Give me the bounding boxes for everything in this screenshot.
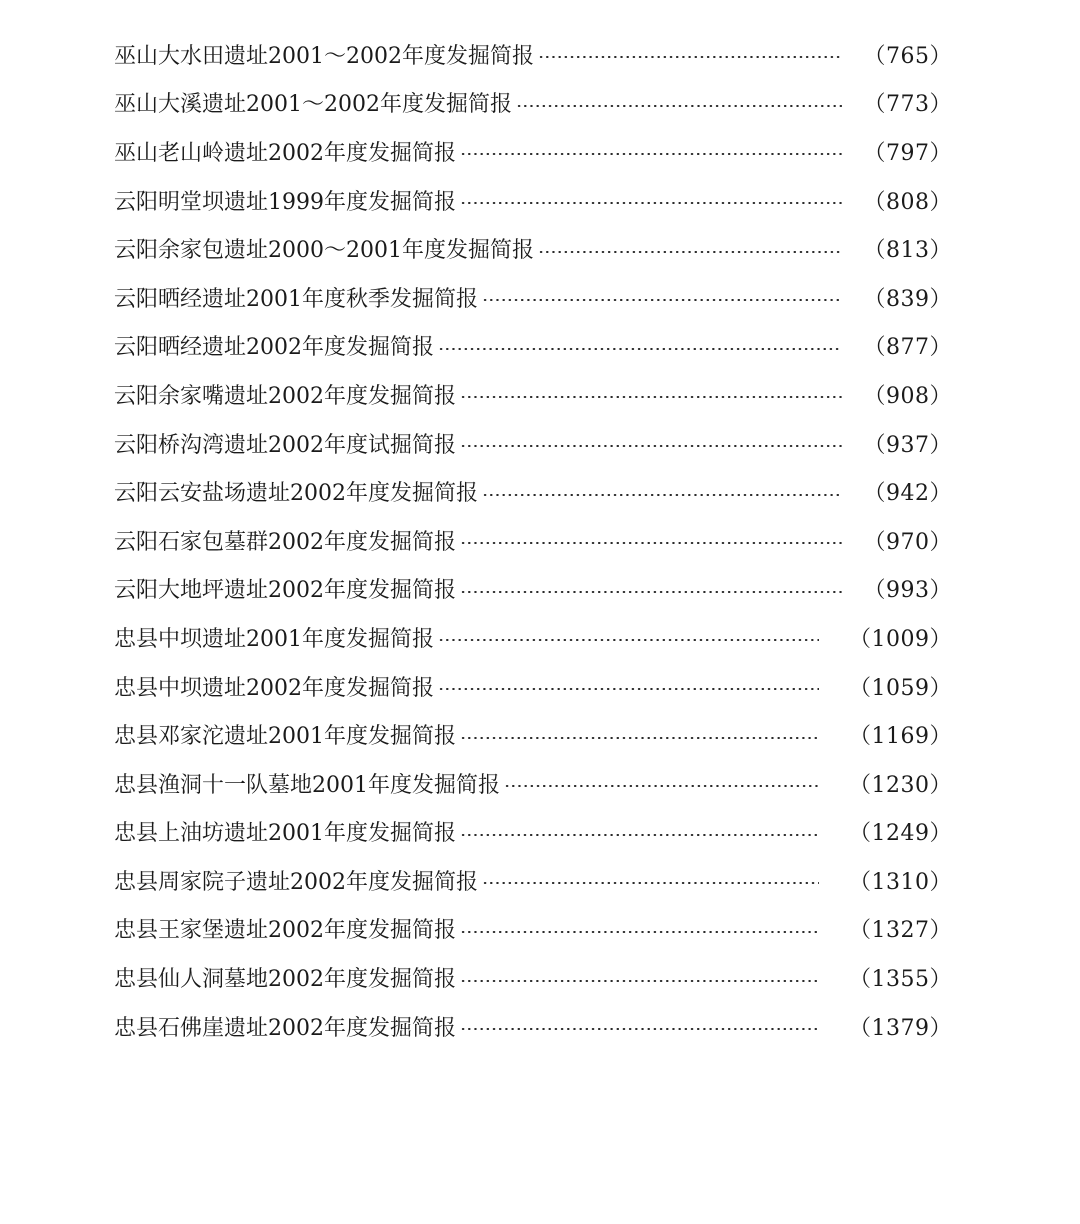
toc-entry[interactable] [114,224,952,273]
toc-entry[interactable] [114,565,952,614]
toc-entry-title: 云阳晒经遗址2002年度发掘简报 [114,335,434,361]
toc-entry-title: 云阳桥沟湾遗址2002年度试掘简报 [114,432,456,458]
toc-entry-page: （877） [863,335,952,361]
toc-entry[interactable] [114,79,952,128]
toc-entry-title: 云阳晒经遗址2001年度秋季发掘简报 [114,286,478,312]
dot-leader [538,251,842,253]
toc-entry-title: 巫山大溪遗址2001～2002年度发掘简报 [114,92,512,118]
toc-entry-page: （1230） [849,772,952,798]
toc-entry[interactable] [114,322,952,371]
dot-leader [460,737,819,739]
dot-leader [460,396,842,398]
toc-entry-page: （1009） [849,626,952,652]
toc-entry[interactable] [114,516,952,565]
dot-leader [460,591,842,593]
dot-leader [460,1028,819,1030]
toc-entry[interactable] [114,856,952,905]
dot-leader [482,494,842,496]
dot-leader [438,688,819,690]
dot-leader [460,202,842,204]
dot-leader [438,639,819,641]
dot-leader [460,980,819,982]
toc-entry-title: 忠县中坝遗址2001年度发掘简报 [114,626,434,652]
toc-entry-page: （937） [863,432,952,458]
toc-entry[interactable] [114,370,952,419]
toc-entry-page: （813） [863,238,952,264]
toc-entry-page: （797） [863,140,952,166]
toc-entry-page: （993） [863,578,952,604]
toc-entry-title: 忠县中坝遗址2002年度发掘简报 [114,675,434,701]
toc-entry-page: （839） [863,286,952,312]
toc-entry-title: 云阳石家包墓群2002年度发掘简报 [114,529,456,555]
dot-leader [460,834,819,836]
dot-leader [460,153,842,155]
toc-entry-title: 忠县上油坊遗址2001年度发掘简报 [114,821,456,847]
table-of-contents [114,30,952,1050]
toc-entry[interactable] [114,759,952,808]
toc-entry-page: （908） [863,383,952,409]
toc-entry-title: 巫山大水田遗址2001～2002年度发掘简报 [114,43,534,69]
toc-entry[interactable] [114,176,952,225]
toc-entry-title: 云阳明堂坝遗址1999年度发掘简报 [114,189,456,215]
toc-entry-title: 忠县王家堡遗址2002年度发掘简报 [114,918,456,944]
toc-entry[interactable] [114,273,952,322]
toc-entry[interactable] [114,467,952,516]
dot-leader [460,542,842,544]
toc-entry[interactable] [114,662,952,711]
toc-entry-page: （970） [863,529,952,555]
dot-leader [482,299,842,301]
dot-leader [538,56,842,58]
toc-entry-page: （808） [863,189,952,215]
toc-entry-page: （1327） [849,918,952,944]
toc-entry-page: （942） [863,481,952,507]
toc-entry[interactable] [114,710,952,759]
toc-entry-page: （1310） [849,869,952,895]
toc-entry-page: （765） [863,43,952,69]
toc-entry-title: 云阳大地坪遗址2002年度发掘简报 [114,578,456,604]
dot-leader [482,882,819,884]
toc-entry-title: 忠县渔洞十一队墓地2001年度发掘简报 [114,772,500,798]
toc-entry[interactable] [114,1002,952,1051]
toc-entry[interactable] [114,30,952,79]
toc-entry-page: （1059） [849,675,952,701]
toc-entry-title: 忠县石佛崖遗址2002年度发掘简报 [114,1015,456,1041]
dot-leader [516,105,842,107]
toc-entry-page: （1249） [849,821,952,847]
toc-entry-title: 巫山老山岭遗址2002年度发掘简报 [114,140,456,166]
toc-entry-page: （773） [863,92,952,118]
toc-entry-title: 云阳余家包遗址2000～2001年度发掘简报 [114,238,534,264]
toc-entry[interactable] [114,613,952,662]
toc-entry-title: 忠县周家院子遗址2002年度发掘简报 [114,869,478,895]
toc-entry-page: （1169） [849,724,952,750]
dot-leader [438,348,842,350]
toc-entry[interactable] [114,127,952,176]
toc-entry[interactable] [114,905,952,954]
toc-entry-title: 云阳云安盐场遗址2002年度发掘简报 [114,481,478,507]
toc-entry-title: 忠县仙人洞墓地2002年度发掘简报 [114,967,456,993]
dot-leader [460,445,842,447]
toc-entry-title: 忠县邓家沱遗址2001年度发掘简报 [114,724,456,750]
toc-entry-page: （1379） [849,1015,952,1041]
dot-leader [460,931,819,933]
toc-entry[interactable] [114,419,952,468]
toc-entry-page: （1355） [849,967,952,993]
toc-entry[interactable] [114,953,952,1002]
toc-entry-title: 云阳余家嘴遗址2002年度发掘简报 [114,383,456,409]
toc-entry[interactable] [114,808,952,857]
dot-leader [504,785,819,787]
